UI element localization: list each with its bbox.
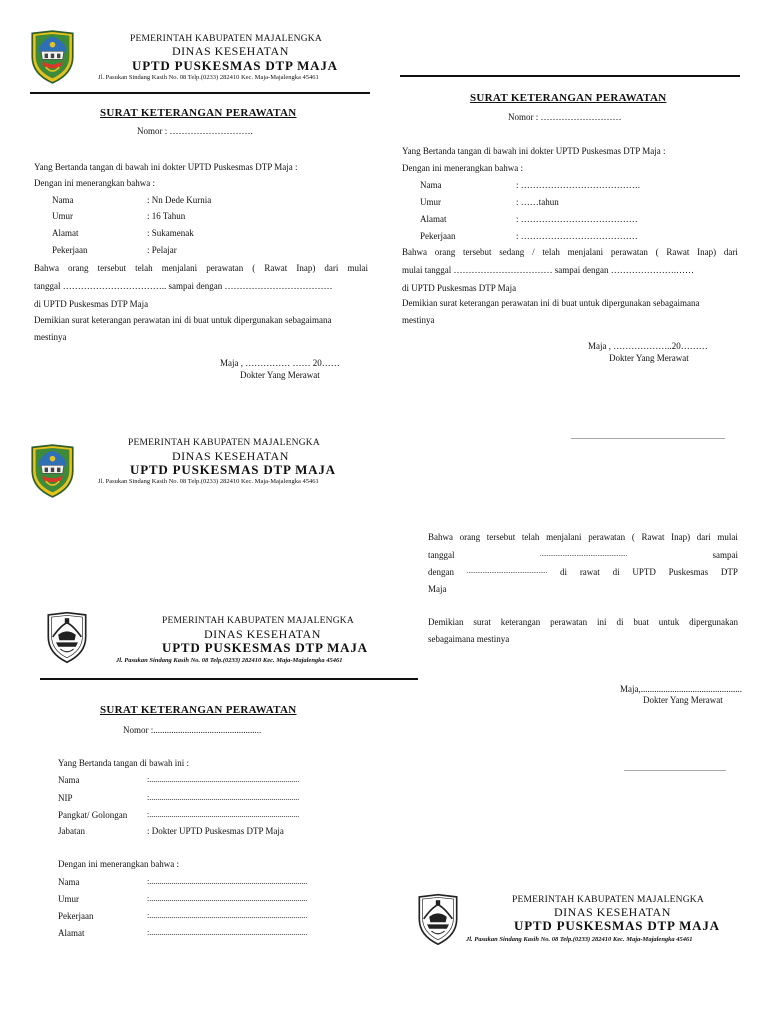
word: Rawat bbox=[666, 247, 690, 257]
word: perawatan bbox=[610, 247, 648, 257]
word: Inap) bbox=[671, 532, 691, 542]
field-value: :............................................................................... bbox=[147, 894, 308, 903]
kop-pemerintah: PEMERINTAH KABUPATEN MAJALENGKA bbox=[128, 438, 320, 448]
word: Puskesmas bbox=[668, 567, 709, 577]
word: sedang bbox=[499, 247, 525, 257]
pembuka: Yang Bertanda tangan di bawah ini dokter UPTD Puskesmas DTP Maja : bbox=[34, 162, 298, 172]
word: telah bbox=[521, 532, 540, 542]
field-label: Umur bbox=[52, 211, 73, 221]
field-label: Nama bbox=[58, 877, 80, 887]
word: tanggal bbox=[428, 550, 455, 560]
word: Rawat bbox=[264, 263, 288, 273]
kop-pemerintah: PEMERINTAH KABUPATEN MAJALENGKA bbox=[162, 616, 354, 626]
tempat-tanggal: Maja , …………… …… 20…… bbox=[220, 358, 340, 368]
field-label: NIP bbox=[58, 793, 73, 803]
menerangkan: Dengan ini menerangkan bahwa : bbox=[34, 178, 155, 188]
word: ( bbox=[252, 263, 256, 273]
word: orang bbox=[68, 263, 89, 273]
surat-title: SURAT KETERANGAN PERAWATAN bbox=[470, 92, 667, 104]
word: telah bbox=[135, 263, 153, 273]
field-value: :........................................................................... bbox=[147, 793, 300, 802]
body-line-4: Maja bbox=[428, 584, 447, 594]
penutup-1: Demikian surat keterangan perawatan ini di buat untuk dipergunakan sebagaimana bbox=[402, 298, 700, 308]
nomor-surat: Nomor :................................................ bbox=[123, 725, 262, 735]
tanda-tangan-line: ............................................................................. bbox=[571, 432, 725, 441]
word: .............................................. bbox=[466, 567, 548, 575]
word: Demikian bbox=[428, 617, 464, 627]
penutup-2: mestinya bbox=[402, 315, 435, 325]
word: tersebut bbox=[97, 263, 127, 273]
field-value: :............................................................................... bbox=[147, 928, 308, 937]
kop-puskesmas: UPTD PUSKESMAS DTP MAJA bbox=[162, 640, 368, 655]
tempat-tanggal: Maja,............................................. bbox=[620, 684, 742, 694]
nomor-surat: Nomor : ………………………. bbox=[137, 126, 253, 136]
field-label: Alamat bbox=[52, 228, 79, 238]
field-label: Pekerjaan bbox=[52, 245, 88, 255]
kop-divider bbox=[30, 92, 370, 94]
menerangkan: Dengan ini menerangkan bahwa : bbox=[58, 859, 179, 869]
field-label: Nama bbox=[52, 195, 74, 205]
body-line-1 bbox=[428, 532, 738, 542]
pembuka: Yang Bertanda tangan di bawah ini : bbox=[58, 758, 190, 768]
word: menjalani bbox=[161, 263, 198, 273]
word: .................................................. bbox=[539, 550, 628, 558]
word: perawatan bbox=[206, 263, 244, 273]
field-value: :............................................................................... bbox=[147, 877, 308, 886]
field-value: : Sukamenak bbox=[147, 228, 194, 238]
kop-puskesmas: UPTD PUSKESMAS DTP MAJA bbox=[132, 58, 338, 73]
field-value: : ……tahun bbox=[516, 197, 559, 207]
word: buat bbox=[633, 617, 649, 627]
penutup-2: mestinya bbox=[34, 332, 67, 342]
body-line-2: mulai tanggal …………………………… sampai dengan ………………….…… bbox=[402, 265, 694, 275]
word: Rawat bbox=[641, 532, 665, 542]
word: Inap) bbox=[296, 263, 316, 273]
word: Inap) bbox=[697, 247, 717, 257]
body-line-1 bbox=[402, 247, 738, 257]
field-value: : …………………………………. bbox=[516, 180, 641, 190]
field-value: : Dokter UPTD Puskesmas DTP Maja bbox=[147, 826, 284, 836]
word: Bahwa bbox=[428, 532, 453, 542]
field-value: : 16 Tahun bbox=[147, 211, 186, 221]
word: mulai bbox=[717, 532, 738, 542]
word: tersebut bbox=[463, 247, 492, 257]
penutup-1 bbox=[428, 617, 738, 627]
word: tersebut bbox=[486, 532, 516, 542]
word: untuk bbox=[658, 617, 680, 627]
field-label: Pekerjaan bbox=[420, 231, 456, 241]
word: rawat bbox=[579, 567, 600, 577]
surat-title: SURAT KETERANGAN PERAWATAN bbox=[100, 704, 297, 716]
word: dengan bbox=[428, 567, 454, 577]
kabupaten-majalengka-logo-icon bbox=[30, 30, 75, 84]
word: dari bbox=[324, 263, 339, 273]
word: di bbox=[612, 567, 620, 577]
field-label: Alamat bbox=[58, 928, 85, 938]
field-value: : Nn Dede Kurnia bbox=[147, 195, 212, 205]
field-value: :........................................................................... bbox=[147, 810, 300, 819]
pembuka: Yang Bertanda tangan di bawah ini dokter UPTD Puskesmas DTP Maja : bbox=[402, 146, 666, 156]
kop-pemerintah: PEMERINTAH KABUPATEN MAJALENGKA bbox=[512, 895, 704, 905]
word: UPTD bbox=[632, 567, 656, 577]
kop-divider bbox=[40, 678, 418, 680]
kabupaten-majalengka-logo-bw-icon bbox=[45, 608, 89, 668]
body-line-3: di UPTD Puskesmas DTP Maja bbox=[402, 283, 517, 293]
word: Bahwa bbox=[402, 247, 427, 257]
field-value: : ………………………………… bbox=[516, 231, 638, 241]
field-label: Alamat bbox=[420, 214, 447, 224]
word: ( bbox=[655, 247, 659, 257]
field-label: Pekerjaan bbox=[58, 911, 94, 921]
word: menjalani bbox=[567, 247, 604, 257]
word: dari bbox=[723, 247, 738, 257]
kop-alamat: Jl. Pasukan Sindang Kasih No. 08 Telp.(0233) 282410 Kec. Maja-Majalengka 45461 bbox=[98, 478, 319, 485]
penutup-1: Demikian surat keterangan perawatan ini di buat untuk dipergunakan sebagaimana bbox=[34, 315, 332, 325]
word: ( bbox=[631, 532, 635, 542]
kop-dinas: DINAS KESEHATAN bbox=[204, 627, 321, 641]
nomor-surat: Nomor : ……………………… bbox=[508, 112, 622, 122]
penutup-2: sebagaimana mestinya bbox=[428, 634, 510, 644]
word: DTP bbox=[720, 567, 738, 577]
word: orang bbox=[434, 247, 456, 257]
kop-dinas: DINAS KESEHATAN bbox=[172, 449, 289, 463]
kop-alamat: Jl. Pasukan Sindang Kasih No. 08 Telp.(0233) 282410 Kec. Maja-Majalengka 45461 bbox=[98, 74, 319, 81]
word: surat bbox=[473, 617, 491, 627]
word: dipergunakan bbox=[689, 617, 738, 627]
dokter-label: Dokter Yang Merawat bbox=[609, 353, 689, 363]
body-line-2 bbox=[428, 550, 738, 560]
field-label: Nama bbox=[420, 180, 442, 190]
field-value: : ………………………………… bbox=[516, 214, 638, 224]
field-label: Umur bbox=[58, 894, 79, 904]
kop-dinas: DINAS KESEHATAN bbox=[172, 44, 289, 58]
word: keterangan bbox=[500, 617, 541, 627]
surat-title: SURAT KETERANGAN PERAWATAN bbox=[100, 107, 297, 119]
word: perawatan bbox=[550, 617, 588, 627]
kop-puskesmas: UPTD PUSKESMAS DTP MAJA bbox=[130, 462, 336, 477]
word: perawatan bbox=[588, 532, 626, 542]
field-label: Pangkat/ Golongan bbox=[58, 810, 128, 820]
kabupaten-majalengka-logo-icon bbox=[30, 441, 75, 501]
word: di bbox=[560, 567, 568, 577]
tempat-tanggal: Maja , ………………..20……… bbox=[588, 341, 708, 351]
kop-alamat: Jl. Pasukan Sindang Kasih No. 08 Telp.(0233) 282410 Kec. Maja-Majalengka 45461 bbox=[116, 657, 343, 664]
field-value: :........................................................................... bbox=[147, 775, 300, 784]
dokter-label: Dokter Yang Merawat bbox=[240, 370, 320, 380]
kop-divider bbox=[400, 75, 740, 77]
word: mulai bbox=[347, 263, 368, 273]
field-value: : Pelajar bbox=[147, 245, 177, 255]
body-line-2: tanggal …………………………….. sampai dengan ……………………………… bbox=[34, 281, 333, 291]
word: Bahwa bbox=[34, 263, 59, 273]
field-value: :............................................................................... bbox=[147, 911, 308, 920]
field-label: Jabatan bbox=[58, 826, 85, 836]
word: di bbox=[616, 617, 624, 627]
kabupaten-majalengka-logo-bw-icon bbox=[416, 890, 460, 950]
body-line-3: di UPTD Puskesmas DTP Maja bbox=[34, 299, 149, 309]
kop-alamat: Jl. Pasukan Sindang Kasih No. 08 Telp.(0233) 282410 Kec. Maja-Majalengka 45461 bbox=[466, 936, 693, 943]
dokter-label: Dokter Yang Merawat bbox=[643, 695, 723, 705]
word: telah bbox=[542, 247, 560, 257]
tanda-tangan-line: ................................................... bbox=[624, 764, 726, 773]
body-line-1 bbox=[34, 263, 368, 273]
word: ini bbox=[597, 617, 607, 627]
menerangkan: Dengan ini menerangkan bahwa : bbox=[402, 163, 523, 173]
kop-pemerintah: PEMERINTAH KABUPATEN MAJALENGKA bbox=[130, 34, 322, 44]
body-line-3 bbox=[428, 567, 738, 577]
field-label: Nama bbox=[58, 775, 80, 785]
word: sampai bbox=[712, 550, 738, 560]
word: dari bbox=[696, 532, 711, 542]
word: orang bbox=[459, 532, 481, 542]
word: / bbox=[532, 247, 535, 257]
kop-puskesmas: UPTD PUSKESMAS DTP MAJA bbox=[514, 918, 720, 933]
field-label: Umur bbox=[420, 197, 441, 207]
kop-dinas: DINAS KESEHATAN bbox=[554, 905, 671, 919]
word: menjalani bbox=[546, 532, 582, 542]
